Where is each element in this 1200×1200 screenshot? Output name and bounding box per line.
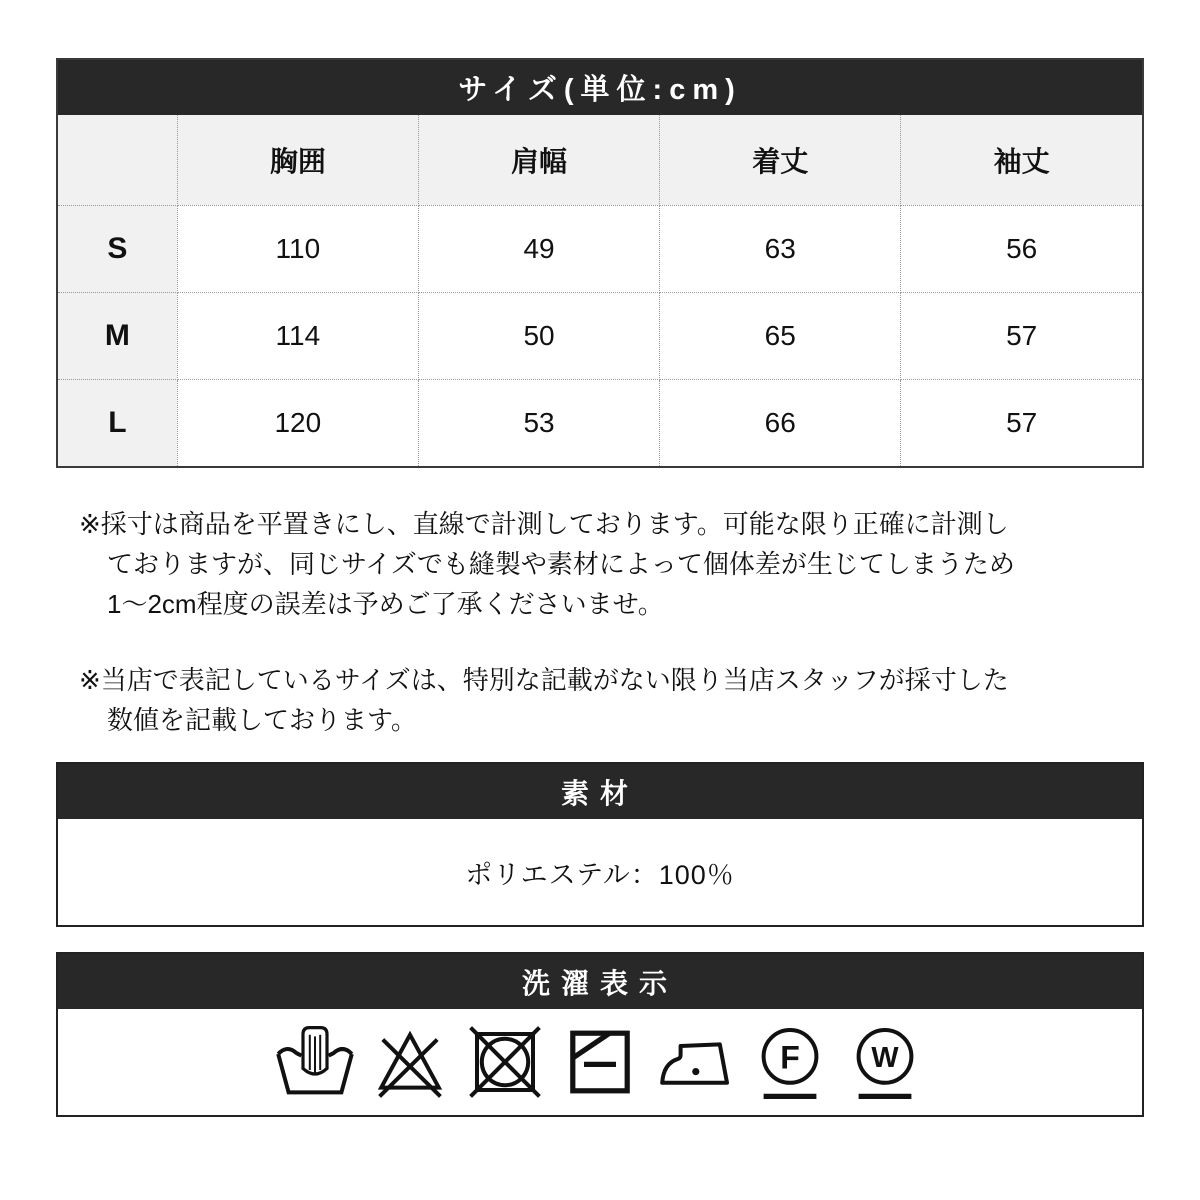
dry-clean-letter: F [780, 1039, 800, 1076]
cell-length: 65 [660, 292, 901, 379]
note-line: ておりますが、同じサイズでも縫製や素材によって個体差が生じてしまうため [107, 549, 1015, 579]
column-header-shoulder: 肩幅 [418, 115, 659, 205]
cell-length: 63 [660, 205, 901, 292]
cell-chest: 114 [177, 292, 418, 379]
table-header-row [58, 115, 1142, 205]
cell-shoulder: 49 [418, 205, 659, 292]
size-section-header [58, 60, 1142, 115]
size-section-title: サイズ(単位:cm) [458, 74, 742, 106]
cell-sleeve: 56 [901, 205, 1142, 292]
do-not-tumble-dry-icon [465, 1022, 545, 1102]
cell-shoulder: 53 [418, 379, 659, 466]
cell-sleeve: 57 [901, 379, 1142, 466]
care-section [56, 952, 1144, 1117]
note-staff-measured [56, 660, 1144, 740]
hand-wash-icon [275, 1022, 355, 1102]
table-row-l [58, 379, 1142, 466]
note-line: ※採寸は商品を平置きにし、直線で計測しております。可能な限り正確に計測し [79, 509, 1009, 539]
dry-flat-in-shade-icon [560, 1022, 640, 1102]
note-line: 数値を記載しております。 [107, 705, 417, 735]
wet-clean-letter: W [871, 1041, 899, 1074]
iron-low-heat-icon [655, 1022, 735, 1102]
cell-chest: 110 [177, 205, 418, 292]
column-header-length: 着丈 [660, 115, 901, 205]
measurement-notes [56, 504, 1144, 740]
corner-cell [58, 115, 177, 205]
note-measurement-accuracy [56, 504, 1144, 624]
material-section-title: 素材 [560, 777, 639, 809]
note-line: 1〜2cm程度の誤差は予めご了承くださいませ。 [107, 589, 664, 619]
cell-sleeve: 57 [901, 292, 1142, 379]
cell-length: 66 [660, 379, 901, 466]
note-line: ※当店で表記しているサイズは、特別な記載がない限り当店スタッフが採寸した [79, 665, 1009, 695]
size-table [58, 115, 1142, 466]
material-section-header [58, 764, 1142, 819]
column-header-chest: 胸囲 [177, 115, 418, 205]
care-icons-row [58, 1009, 1142, 1115]
table-row-s [58, 205, 1142, 292]
material-body [58, 819, 1142, 925]
care-section-title: 洗濯表示 [521, 967, 678, 999]
cell-chest: 120 [177, 379, 418, 466]
size-label: S [58, 205, 177, 292]
column-header-sleeve: 袖丈 [901, 115, 1142, 205]
material-section [56, 762, 1144, 927]
cell-shoulder: 50 [418, 292, 659, 379]
wet-clean-W-gentle-icon [845, 1022, 925, 1102]
size-section [56, 58, 1144, 468]
material-value: ポリエステル：100％ [465, 859, 735, 890]
size-label: L [58, 379, 177, 466]
size-label: M [58, 292, 177, 379]
table-row-m [58, 292, 1142, 379]
dry-clean-F-gentle-icon [750, 1022, 830, 1102]
do-not-bleach-icon [370, 1022, 450, 1102]
care-section-header [58, 954, 1142, 1009]
size-spec-sheet [56, 0, 1144, 1117]
